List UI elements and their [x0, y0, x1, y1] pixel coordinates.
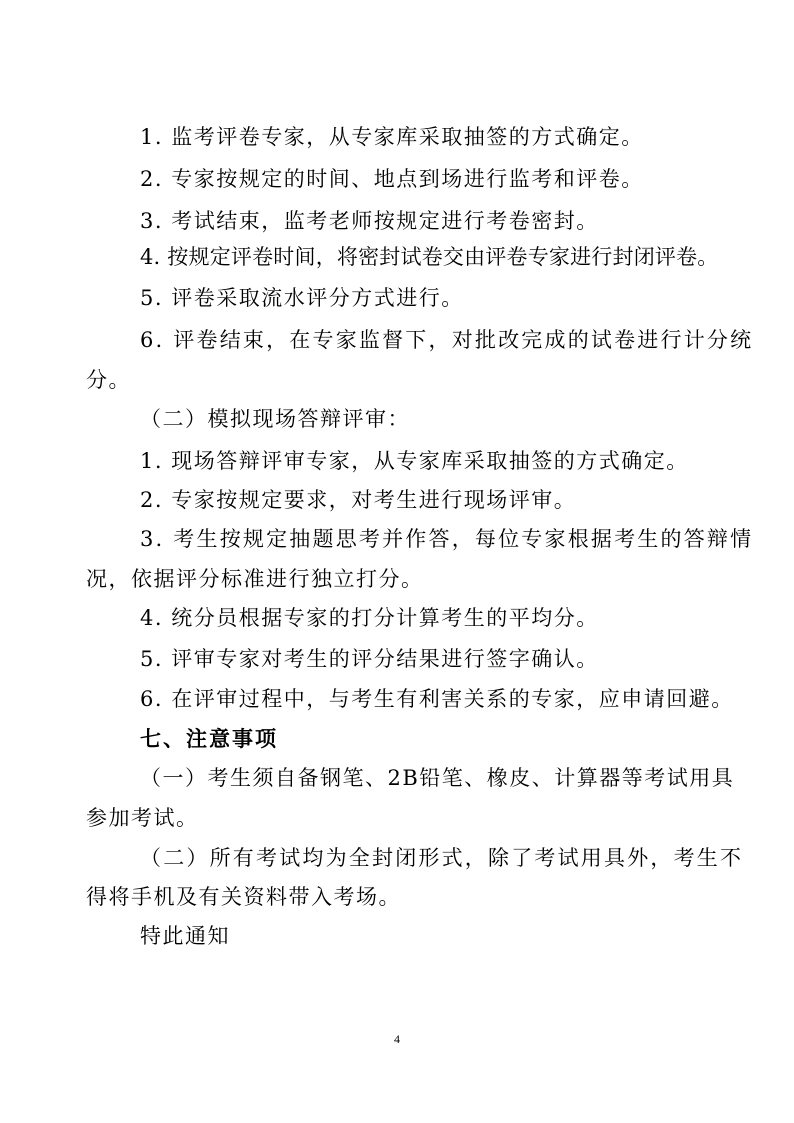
paragraph-line: 1. 现场答辩评审专家，从专家库采取抽签的方式确定。	[140, 449, 689, 473]
paragraph-line: 2. 专家按规定的时间、地点到场进行监考和评卷。	[140, 167, 644, 191]
closing-line: 特此通知	[140, 924, 230, 948]
paragraph-line: 4. 统分员根据专家的打分计算考生的平均分。	[140, 606, 599, 630]
paragraph-line: 得将手机及有关资料带入考场。	[86, 885, 401, 909]
paragraph-line: 3. 考生按规定抽题思考并作答，每位专家根据考生的答辩情	[140, 527, 754, 551]
paragraph-line: 6. 在评审过程中，与考生有利害关系的专家，应申请回避。	[140, 687, 734, 711]
paragraph-line: 5. 评审专家对考生的评分结果进行签字确认。	[140, 647, 599, 671]
paragraph-line: 6. 评卷结束，在专家监督下，对批改完成的试卷进行计分统	[140, 328, 754, 352]
paragraph-line: 3. 考试结束，监考老师按规定进行考卷密封。	[140, 209, 599, 233]
paragraph-line: （二）所有考试均为全封闭形式，除了考试用具外，考生不	[140, 846, 744, 870]
section-heading: （二）模拟现场答辩评审：	[140, 407, 410, 431]
section-heading: 七、注意事项	[140, 727, 278, 751]
paragraph-line: 4. 按规定评卷时间，将密封试卷交由评卷专家进行封闭评卷。	[140, 245, 719, 269]
paragraph-line: 5. 评卷采取流水评分方式进行。	[140, 286, 464, 310]
paragraph-line: 分。	[86, 368, 131, 392]
paragraph-line: 参加考试。	[86, 806, 199, 830]
paragraph-line: 况，依据评分标准进行独立打分。	[86, 567, 424, 591]
page-number: 4	[394, 1032, 400, 1046]
paragraph-line: （一）考生须自备钢笔、2B铅笔、橡皮、计算器等考试用具	[140, 766, 735, 790]
paragraph-line: 1. 监考评卷专家，从专家库采取抽签的方式确定。	[140, 125, 644, 149]
paragraph-line: 2. 专家按规定要求，对考生进行现场评审。	[140, 488, 577, 512]
